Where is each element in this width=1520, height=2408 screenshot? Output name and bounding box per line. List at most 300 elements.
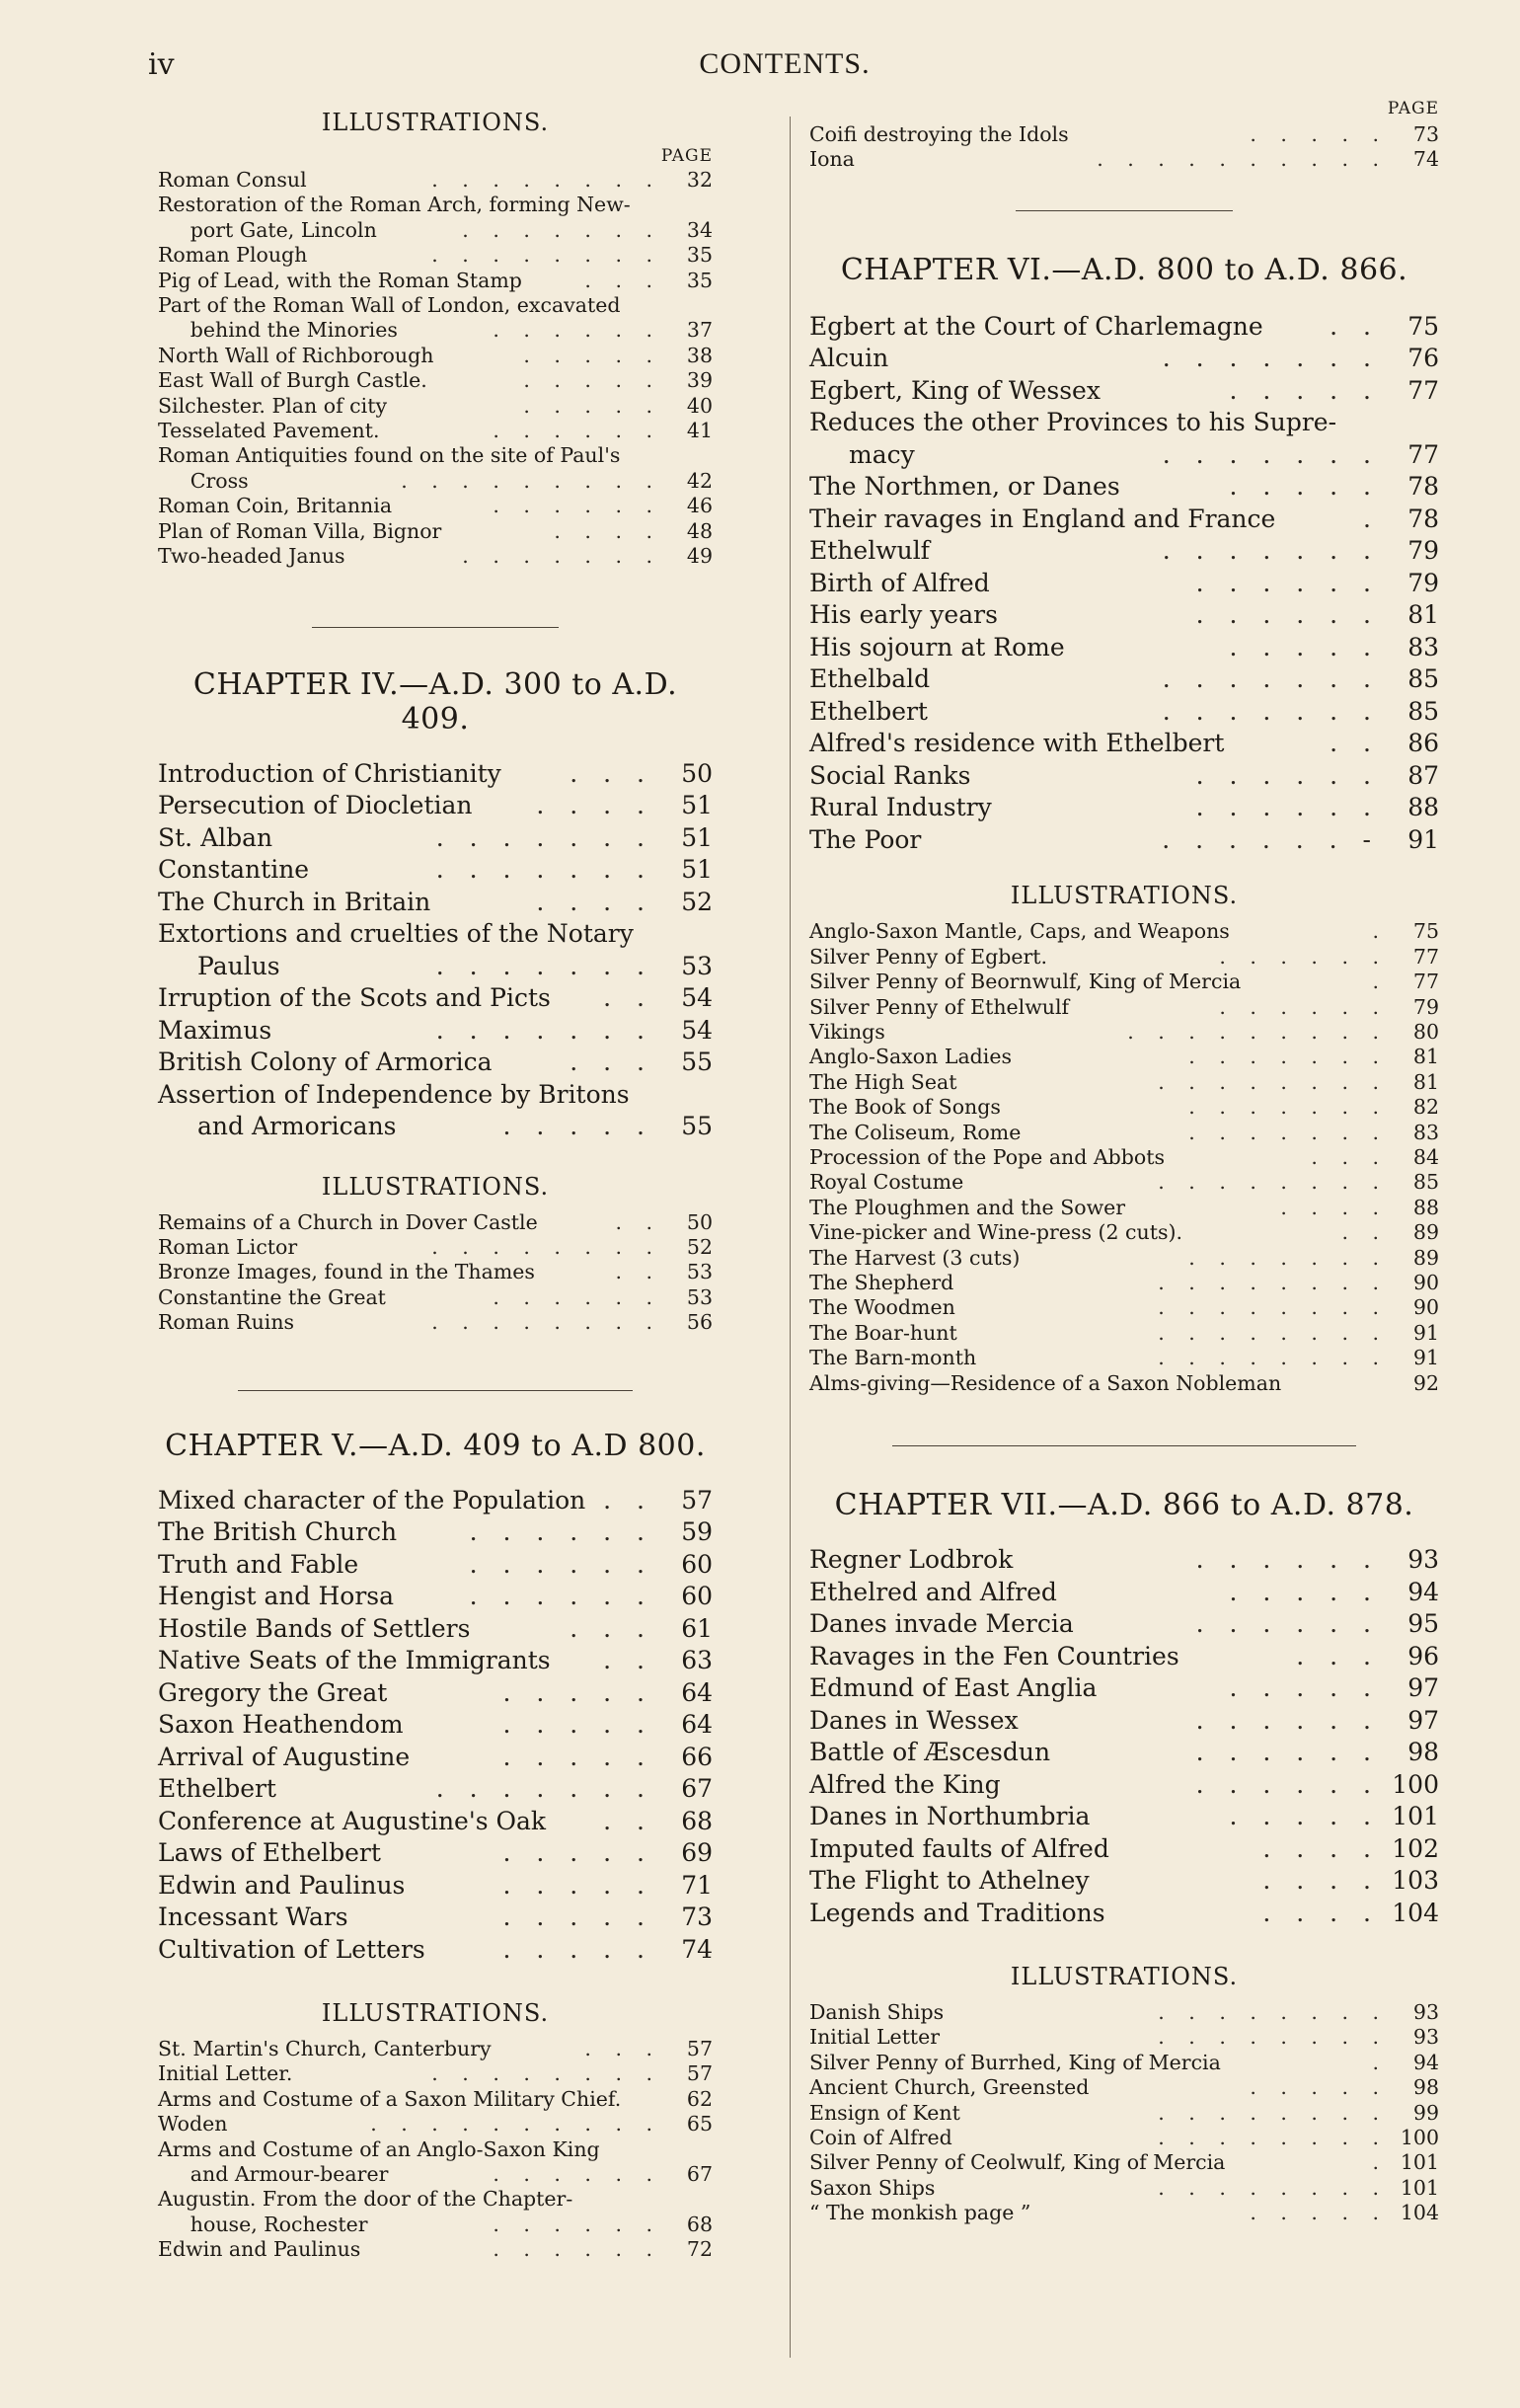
toc-entry (158, 1285, 713, 1310)
entry-page: 74 (1412, 147, 1439, 172)
entry-title: Birth of Alfred (809, 568, 990, 597)
toc-entry (809, 1371, 1439, 1396)
entry-title: Arms and Costume of a Saxon Military Chief. (158, 2086, 622, 2111)
entry-page: 94 (1412, 2050, 1439, 2074)
toc-entry (809, 696, 1439, 729)
illustrations-list (809, 919, 1439, 1396)
toc-entry (809, 1865, 1439, 1898)
entry-page: 75 (1407, 311, 1439, 341)
toc-entry (158, 394, 713, 419)
chapter-entries (158, 758, 713, 1143)
leader-dots: . . . (1296, 1641, 1380, 1670)
leader-dots: . . . . . . . . (1158, 1295, 1388, 1320)
entry-page: 84 (1412, 1144, 1439, 1169)
leader-dots: . . . . . . . . . . (370, 2112, 661, 2136)
leader-dots: . . . . . (502, 1677, 653, 1707)
toc-entry (809, 2201, 1439, 2225)
illustrations-heading: ILLUSTRATIONS. (1010, 1963, 1239, 1991)
entry-title: Silver Penny of Beornwulf, King of Mercia (809, 970, 1242, 994)
leader-dots: . . . . . . . (435, 822, 653, 852)
entry-title: Initial Letter (809, 2025, 941, 2050)
entry-title: Saxon Ships (809, 2175, 936, 2200)
entry-title: Ethelred and Alfred (809, 1577, 1057, 1606)
toc-entry (158, 293, 713, 318)
entry-page: 88 (1407, 793, 1439, 822)
leader-dots: . . . . . (1229, 1577, 1380, 1606)
entry-title: macy (849, 439, 915, 469)
toc-entry (809, 760, 1439, 793)
toc-entry (158, 368, 713, 393)
entry-title: Initial Letter. (158, 2061, 293, 2086)
illustrations-heading: ILLUSTRATIONS. (321, 109, 550, 136)
entry-title: Procession of the Pope and Abbots (809, 1144, 1166, 1169)
leader-dots: . . . . . . (469, 1549, 653, 1579)
leader-dots: . . (1341, 1220, 1388, 1245)
entry-title: Silver Penny of Ceolwulf, King of Mercia (809, 2150, 1226, 2175)
entry-page: 75 (1412, 919, 1439, 944)
leader-dots: . . . . . . (1195, 760, 1380, 790)
entry-page: 67 (681, 1774, 713, 1804)
illustrations-list (809, 2000, 1439, 2226)
entry-page: 38 (686, 343, 713, 367)
entry-page: 71 (681, 1870, 713, 1900)
entry-title: Silver Penny of Egbert. (809, 944, 1048, 969)
entry-title: Roman Plough (158, 243, 308, 268)
toc-entry (158, 544, 713, 569)
entry-title: The Ploughmen and the Sower (809, 1195, 1126, 1219)
entry-title: Royal Costume (809, 1170, 964, 1195)
illustrations-heading: ILLUSTRATIONS. (321, 1999, 550, 2028)
chapter-heading: CHAPTER IV.—A.D. 300 to A.D. 409. (192, 666, 678, 737)
entry-title: Incessant Wars (158, 1903, 348, 1932)
leader-dots: . . (603, 1646, 653, 1675)
entry-page: 77 (1412, 970, 1439, 994)
entry-page: 96 (1407, 1641, 1439, 1670)
leader-dots: . . . . . (523, 393, 661, 418)
toc-entry (158, 469, 713, 494)
entry-page: 85 (1407, 664, 1439, 694)
entry-page: 98 (1412, 2075, 1439, 2100)
leader-dots: . . . . . . . . . (1127, 1019, 1388, 1044)
leader-dots: . . . . (554, 518, 661, 543)
leader-dots: . . . . . . (1195, 1738, 1380, 1767)
entry-title: The Flight to Athelney (809, 1866, 1090, 1896)
entry-title: Silchester. Plan of city (158, 393, 388, 418)
entry-page: 97 (1407, 1673, 1439, 1703)
leader-dots: . . . . . . (493, 419, 661, 443)
leader-dots: . . . (570, 758, 653, 788)
leader-dots: . . . . . (502, 1934, 653, 1964)
toc-entry (809, 375, 1439, 408)
entry-page: 37 (686, 318, 713, 343)
toc-entry (809, 1705, 1439, 1738)
toc-entry (809, 945, 1439, 970)
toc-entry (158, 443, 713, 468)
entry-title: Alfred the King (809, 1769, 1001, 1799)
entry-title: Augustin. From the door of the Chapter- (158, 2187, 573, 2212)
entry-title: British Colony of Armorica (158, 1048, 493, 1076)
leader-dots: . . . . . . . . (431, 1234, 661, 1259)
entry-page: 74 (681, 1934, 713, 1964)
toc-entry (158, 1079, 713, 1112)
leader-dots: . . . . . (1250, 122, 1388, 146)
entry-title: Their ravages in England and France (809, 504, 1276, 533)
entry-page: 50 (681, 758, 713, 788)
entry-page: 68 (681, 1806, 713, 1835)
entry-title: Constantine (158, 855, 310, 884)
entry-page: 87 (1407, 760, 1439, 790)
entry-page: 60 (681, 1549, 713, 1579)
toc-entry (809, 599, 1439, 632)
toc-entry (809, 1095, 1439, 1120)
leader-dots: . (1363, 504, 1380, 533)
entry-title: Bronze Images, found in the Thames (158, 1260, 535, 1284)
toc-entry (809, 2025, 1439, 2050)
leader-dots: . . . . . . (493, 494, 661, 518)
toc-entry (158, 243, 713, 268)
toc-entry (158, 1015, 713, 1048)
toc-entry (809, 728, 1439, 760)
toc-entry (158, 1047, 713, 1079)
entry-title: Hostile Bands of Settlers (158, 1613, 471, 1643)
toc-entry (809, 1833, 1439, 1866)
entry-title: Persecution of Diocletian (158, 791, 473, 819)
column-divider (790, 117, 791, 2358)
entry-title: Woden (158, 2112, 228, 2136)
entry-title: Danes invade Mercia (809, 1609, 1074, 1639)
leader-dots: . . . (1311, 1144, 1388, 1169)
toc-entry (158, 887, 713, 919)
entry-title: The Book of Songs (809, 1095, 1001, 1120)
toc-entry (809, 1769, 1439, 1802)
entry-title: Imputed faults of Alfred (809, 1833, 1109, 1863)
page-label: PAGE (1387, 99, 1439, 118)
entry-page: 72 (686, 2237, 713, 2262)
entry-title: behind the Minories (190, 318, 398, 343)
entry-title: His sojourn at Rome (809, 632, 1065, 661)
toc-entry (809, 122, 1439, 147)
toc-entry (158, 951, 713, 983)
entry-page: 77 (1407, 439, 1439, 469)
toc-entry (158, 2237, 713, 2262)
toc-entry (158, 1709, 713, 1742)
entry-page: 76 (1407, 344, 1439, 373)
entry-title: The Shepherd (809, 1271, 954, 1294)
leader-dots: . . (1330, 311, 1380, 341)
entry-page: 95 (1407, 1609, 1439, 1639)
leader-dots: . (1372, 2150, 1388, 2175)
entry-page: 79 (1407, 568, 1439, 597)
entry-page: 68 (686, 2212, 713, 2236)
toc-entry (158, 494, 713, 518)
chapter-heading: CHAPTER VII.—A.D. 866 to A.D. 878. (834, 1488, 1414, 1523)
leader-dots: . . (603, 1806, 653, 1835)
entry-title: Ancient Church, Greensted (809, 2075, 1090, 2100)
entry-title: Danes in Wessex (809, 1705, 1019, 1735)
toc-entry (158, 1742, 713, 1774)
leader-dots: . . (603, 1485, 653, 1515)
toc-entry (158, 344, 713, 368)
chapter-heading: CHAPTER V.—A.D. 409 to A.D 800. (165, 1428, 706, 1463)
entry-page: 93 (1412, 2025, 1439, 2050)
toc-entry (158, 822, 713, 855)
entry-page: 100 (1400, 2126, 1439, 2150)
entry-page: 91 (1407, 824, 1439, 854)
toc-entry (809, 1246, 1439, 1271)
leader-dots: . . . . . . . . (431, 243, 661, 268)
entry-page: 57 (686, 2037, 713, 2061)
entry-title: Ethelbert (158, 1774, 276, 1804)
entry-page: 91 (1412, 1346, 1439, 1370)
entry-page: 92 (1412, 1370, 1439, 1395)
toc-entry (158, 2112, 713, 2136)
toc-entry (158, 2162, 713, 2187)
entry-title: Danes in Northumbria (809, 1802, 1091, 1831)
right-column (809, 99, 1439, 2226)
toc-entry (809, 147, 1439, 172)
page-header (148, 47, 1421, 87)
entry-page: 35 (686, 243, 713, 268)
leader-dots: . . . . . (1229, 632, 1380, 661)
entry-title: Plan of Roman Villa, Bignor (158, 518, 442, 543)
leader-dots: . . . . . . . (462, 217, 661, 242)
entry-title: Edmund of East Anglia (809, 1673, 1098, 1703)
entry-title: The British Church (158, 1517, 398, 1547)
toc-entry (158, 2087, 713, 2112)
toc-entry (158, 1549, 713, 1582)
leader-dots: . . (615, 1260, 661, 1284)
entry-title: The Harvest (3 cuts) (809, 1245, 1021, 1270)
leader-dots: . . . . . (502, 1870, 653, 1900)
entry-title: Battle of Æscesdun (809, 1738, 1051, 1767)
illustrations-list (158, 1210, 713, 1336)
toc-entry (809, 2176, 1439, 2201)
leader-dots: . . . . . . (1195, 600, 1380, 630)
running-head: CONTENTS. (699, 47, 871, 80)
entry-page: 103 (1392, 1866, 1439, 1896)
entry-title: Iona (809, 147, 855, 172)
leader-dots: . . . . . . . (1162, 439, 1380, 469)
entry-page: 82 (1412, 1095, 1439, 1120)
entry-page: 49 (686, 544, 713, 569)
entry-page: 65 (686, 2112, 713, 2136)
leader-dots: . . . . . . . . (431, 2061, 661, 2086)
entry-page: 88 (1412, 1195, 1439, 1219)
leader-dots: . . . . . . (1195, 1769, 1380, 1799)
leader-dots: . . . . . (502, 1838, 653, 1868)
entry-page: 83 (1412, 1120, 1439, 1144)
leader-dots: . . . . . . . . (1158, 1170, 1388, 1195)
leader-dots: . . . . . . (469, 1582, 653, 1611)
entry-page: 89 (1412, 1220, 1439, 1245)
leader-dots: . . . . . . . . . . (1097, 147, 1388, 172)
entry-title: East Wall of Burgh Castle. (158, 368, 427, 393)
entry-page: 51 (681, 791, 713, 819)
leader-dots: . . . . . (1250, 2075, 1388, 2100)
entry-title: Anglo-Saxon Ladies (809, 1045, 1013, 1069)
entry-title: Vine-picker and Wine-press (2 cuts). (809, 1220, 1183, 1245)
toc-entry (809, 2075, 1439, 2100)
leader-dots: . . . . . (502, 1742, 653, 1771)
entry-title: Ravages in the Fen Countries (809, 1641, 1179, 1670)
leader-dots: . . . . (1262, 1866, 1380, 1896)
entry-title: Rural Industry (809, 793, 992, 822)
entry-page: 53 (686, 1284, 713, 1309)
toc-entry (809, 824, 1439, 857)
leader-dots: . . . . . . . . (1158, 2000, 1388, 2025)
entry-page: 40 (686, 393, 713, 418)
leader-dots: . . . . . . . (1162, 344, 1380, 373)
toc-entry (809, 1121, 1439, 1145)
toc-entry (809, 1672, 1439, 1705)
leader-dots: . . . . . . . (1162, 664, 1380, 694)
entry-title: Arms and Costume of an Anglo-Saxon King (158, 2136, 600, 2161)
entry-page: 53 (681, 951, 713, 980)
entry-page: 64 (681, 1677, 713, 1707)
chapter-heading: CHAPTER VI.—A.D. 800 to A.D. 866. (840, 252, 1408, 287)
entry-page: 48 (686, 518, 713, 543)
leader-dots: . . . . (1262, 1833, 1380, 1863)
toc-entry (158, 1210, 713, 1235)
leader-dots: . . . . (536, 887, 653, 916)
leader-dots: . . . . . . (1195, 793, 1380, 822)
leader-dots: . . . . . . . (435, 1015, 653, 1045)
toc-entry (158, 1870, 713, 1903)
toc-entry (809, 439, 1439, 472)
entry-title: Egbert, King of Wessex (809, 375, 1101, 405)
leader-dots: . (1372, 970, 1388, 994)
leader-dots: . . . . . . . . (1158, 1271, 1388, 1294)
leader-dots: . . . . . . . (1188, 1245, 1388, 1270)
entry-title: Cross (190, 468, 249, 493)
entry-title: Roman Antiquities found on the site of Paul's (158, 443, 621, 468)
entry-title: The Barn-month (809, 1346, 977, 1370)
leader-dots: . . . . . . . . (1158, 2175, 1388, 2200)
entry-title: The Church in Britain (158, 887, 431, 916)
toc-entry (809, 1220, 1439, 1245)
entry-page: 54 (681, 1015, 713, 1045)
toc-entry (158, 1516, 713, 1549)
toc-entry (809, 1020, 1439, 1045)
leader-dots: . . . (570, 1613, 653, 1643)
entry-title: Constantine the Great (158, 1284, 386, 1309)
entry-title: Edwin and Paulinus (158, 2237, 361, 2262)
entry-title: Introduction of Christianity (158, 758, 501, 788)
toc-entry (158, 1677, 713, 1710)
entry-title: Ethelbert (809, 696, 928, 726)
toc-entry (158, 1645, 713, 1677)
entry-title: port Gate, Lincoln (190, 217, 377, 242)
toc-entry (158, 519, 713, 544)
leader-dots: . . . . . (523, 343, 661, 367)
leader-dots: . . . . . . (493, 1284, 661, 1309)
toc-entry (809, 1737, 1439, 1769)
leader-dots: . . . . . (502, 1710, 653, 1740)
entry-title: and Armour-bearer (190, 2162, 389, 2187)
entry-title: Laws of Ethelbert (158, 1838, 381, 1868)
entry-page: 62 (686, 2086, 713, 2111)
entry-title: Social Ranks (809, 760, 971, 790)
entry-page: 81 (1407, 600, 1439, 630)
toc-entry (809, 1346, 1439, 1370)
entry-title: Gregory the Great (158, 1677, 388, 1707)
leader-dots: . . . . . . . (1188, 1095, 1388, 1120)
leader-dots: . . . . . . (493, 2237, 661, 2262)
entry-page: 57 (686, 2061, 713, 2086)
entry-title: Roman Consul (158, 168, 307, 192)
toc-entry (809, 1801, 1439, 1833)
entry-title: and Armoricans (197, 1112, 397, 1140)
toc-entry (809, 2150, 1439, 2175)
entry-page: 69 (681, 1838, 713, 1868)
toc-entry (809, 995, 1439, 1020)
leader-dots: . . . . . . . . (1158, 1320, 1388, 1345)
left-column (158, 109, 713, 2263)
toc-entry (158, 269, 713, 293)
toc-entry (809, 1608, 1439, 1641)
entry-title: Reduces the other Provinces to his Supre- (809, 408, 1337, 437)
entry-page: 56 (686, 1310, 713, 1335)
leader-dots: . . . . . (502, 1112, 653, 1140)
toc-entry (158, 1111, 713, 1143)
entry-page: 34 (686, 217, 713, 242)
entry-title: North Wall of Richborough (158, 343, 434, 367)
leader-dots: . . . . . . . . (1158, 2100, 1388, 2125)
section-rule (312, 627, 559, 628)
toc-entry (809, 471, 1439, 504)
entry-title: St. Alban (158, 822, 273, 852)
toc-entry (809, 2000, 1439, 2025)
leader-dots: . . . . . . . . . (401, 468, 661, 493)
leader-dots: . . . . . . (469, 1517, 653, 1547)
entry-title: Mixed character of the Population (158, 1485, 586, 1515)
entry-title: Restoration of the Roman Arch, forming New- (158, 193, 631, 217)
entry-title: Pig of Lead, with the Roman Stamp (158, 268, 522, 292)
entry-page: 51 (681, 855, 713, 884)
toc-entry (809, 504, 1439, 536)
toc-entry (158, 193, 713, 217)
entry-page: 73 (681, 1903, 713, 1932)
entry-title: Edwin and Paulinus (158, 1870, 406, 1900)
leader-dots: . . . . . . . (1162, 696, 1380, 726)
toc-entry (158, 2061, 713, 2086)
entry-title: Paulus (197, 951, 280, 980)
toc-entry (809, 1321, 1439, 1346)
entry-title: Ensign of Kent (809, 2100, 960, 2125)
leader-dots: . . . . . (1229, 375, 1380, 405)
entry-page: 39 (686, 368, 713, 393)
toc-entry (809, 792, 1439, 824)
leader-dots: . (1372, 2050, 1388, 2074)
leader-dots: . . . . (1262, 1898, 1380, 1927)
toc-entry (158, 1581, 713, 1613)
entry-title: Alcuin (809, 344, 889, 373)
entry-page: 78 (1407, 504, 1439, 533)
leader-dots: . . . . . . (1195, 1545, 1380, 1575)
illustrations-list (158, 168, 713, 570)
entry-title: Ethelwulf (809, 536, 930, 566)
entry-page: 41 (686, 419, 713, 443)
entry-page: 100 (1392, 1769, 1439, 1799)
toc-entry (158, 854, 713, 887)
entry-title: Hengist and Horsa (158, 1582, 395, 1611)
toc-entry (158, 982, 713, 1015)
entry-page: 42 (686, 468, 713, 493)
entry-title: Conference at Augustine's Oak (158, 1806, 547, 1835)
leader-dots: . . (1330, 729, 1380, 758)
leader-dots: . . . . . . . (1162, 536, 1380, 566)
entry-page: 32 (686, 168, 713, 192)
